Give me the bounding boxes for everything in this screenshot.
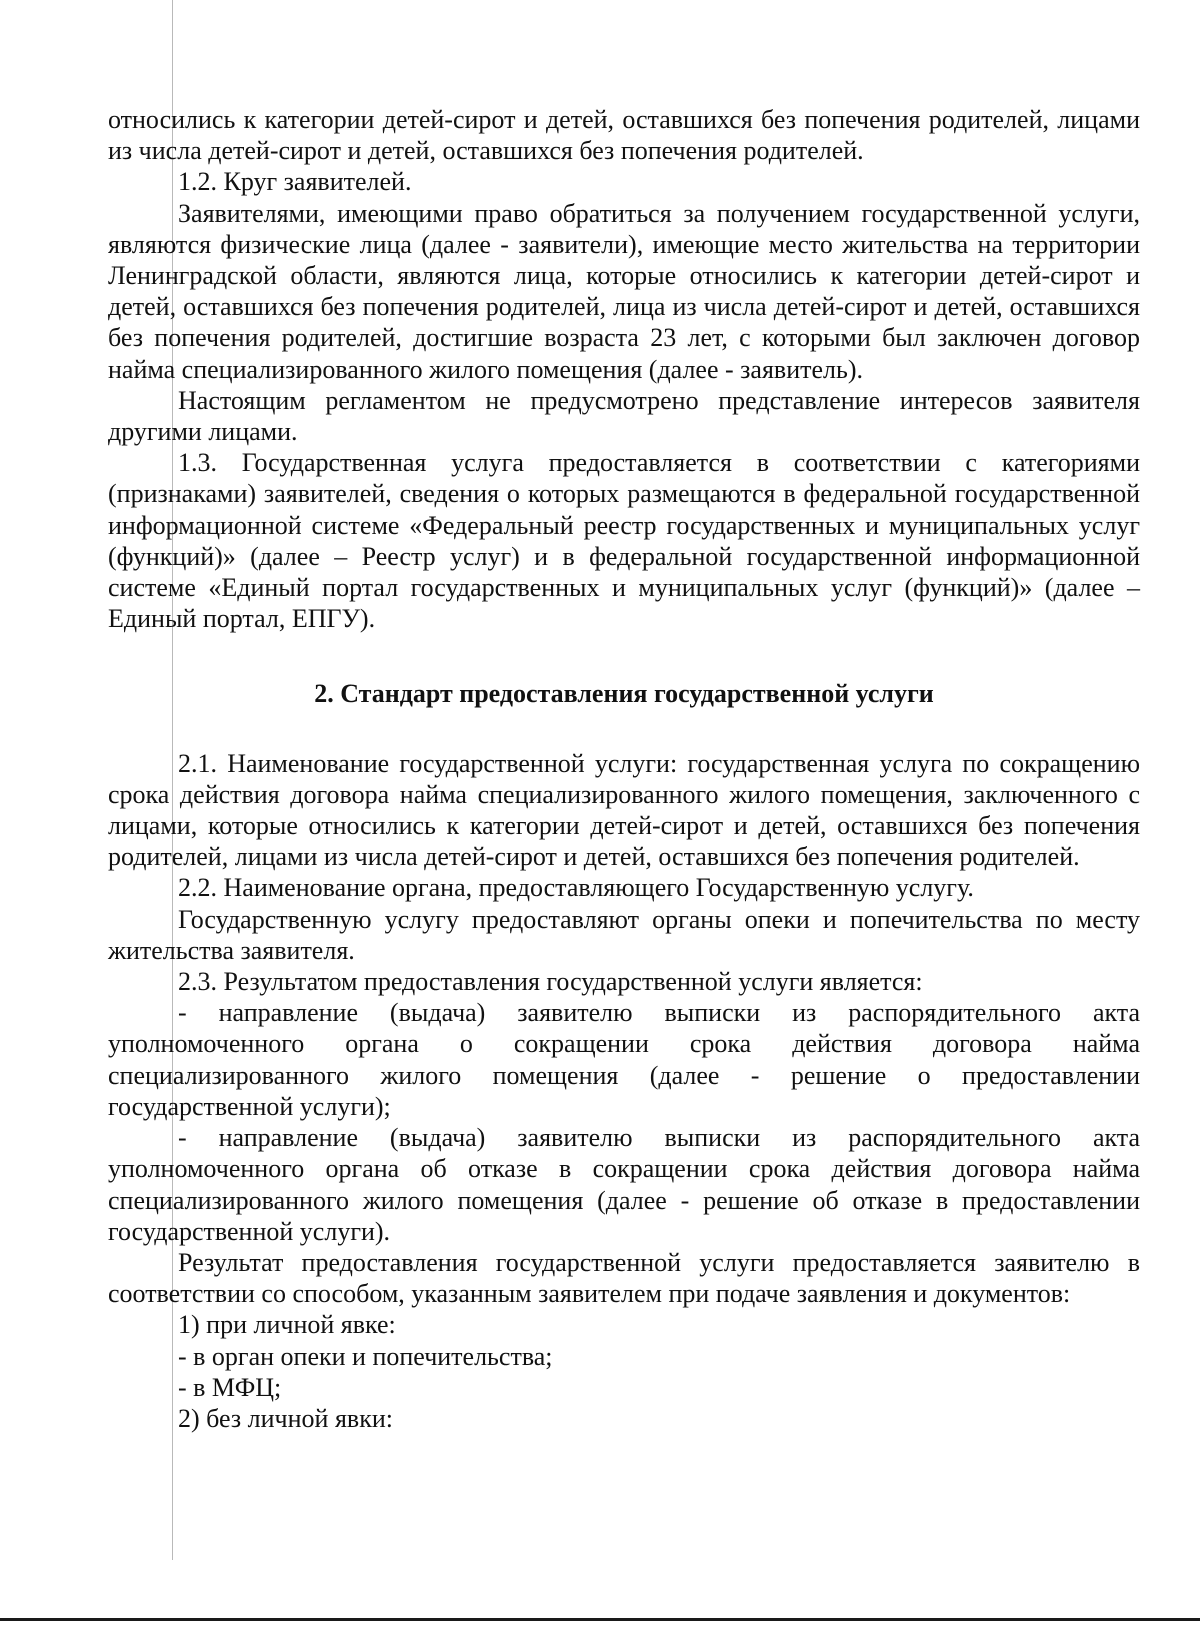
list-item-in-person: 1) при личной явке: <box>178 1310 396 1340</box>
paragraph-2-2: 2.2. Наименование органа, предоставляющего Государственную услугу. <box>178 873 974 903</box>
paragraph-applicants: Заявителями, имеющими право обратиться за получением государственной услуги, являются физические лица (далее - заявители), имеющие место жительства на территории Ленинградской области, являются лица, которые относились к категории детей-сирот и детей, оставшихся без попечения родителей, лица из числа детей-сирот и детей, оставшихся без попечения родителей, достигшие возраста 23 лет, с которыми был заключен договор найма специализированного жилого помещения (далее - заявитель). <box>108 198 1140 384</box>
section-2-heading: 2. Стандарт предоставления государственной услуги <box>314 679 934 709</box>
scan-bottom-edge <box>0 1618 1200 1621</box>
paragraph-2-1: 2.1. Наименование государственной услуги: государственная услуга по сокращению срока действия договора найма специализированного жилого помещения, заключенного с лицами, которые относились к категории детей-сирот и детей, оставшихся без попечения родителей, лицами из числа детей-сирот и детей, оставшихся без попечения родителей. <box>108 748 1140 872</box>
list-item-decision-granted: - направление (выдача) заявителю выписки из распорядительного акта уполномоченного органа о сокращении срока действия договора найма специализированного жилого помещения (далее - решение о предоставлении государственной услуги); <box>108 998 1140 1121</box>
list-item-remote: 2) без личной явки: <box>178 1403 393 1433</box>
document-body <box>108 104 1140 1434</box>
paragraph-authority: Государственную услугу предоставляют органы опеки и попечительства по месту жительства заявителя. <box>108 904 1140 965</box>
list-item-mfc: - в МФЦ; <box>178 1372 282 1402</box>
list-item-decision-refused: - направление (выдача) заявителю выписки из распорядительного акта уполномоченного органа об отказе в сокращении срока действия договора найма специализированного жилого помещения (далее - решение об отказе в предоставлении государственной услуги). <box>108 1123 1140 1246</box>
paragraph-representation: Настоящим регламентом не предусмотрено представление интересов заявителя другими лицами. <box>108 385 1140 447</box>
list-item-guardianship-office: - в орган опеки и попечительства; <box>178 1341 553 1371</box>
paragraph-continuation: относились к категории детей-сирот и детей, оставшихся без попечения родителей, лицами из числа детей-сирот и детей, оставшихся без попечения родителей. <box>108 105 1140 166</box>
paragraph-2-3: 2.3. Результатом предоставления государственной услуги является: <box>178 967 923 997</box>
paragraph-result-delivery: Результат предоставления государственной услуги предоставляется заявителю в соответствии со способом, указанным заявителем при подаче заявления и документов: <box>108 1247 1140 1309</box>
paragraph-1-2-title: 1.2. Круг заявителей. <box>178 167 412 197</box>
paragraph-1-3: 1.3. Государственная услуга предоставляется в соответствии с категориями (признаками) заявителей, сведения о которых размещаются в федеральной государственной информационной системе «Федеральный реестр государственных и муниципальных услуг (функций)» (далее – Реестр услуг) и в федеральной государственной информационной системе «Единый портал государственных и муниципальных услуг (функций)» (далее – Единый портал, ЕПГУ). <box>108 448 1140 634</box>
